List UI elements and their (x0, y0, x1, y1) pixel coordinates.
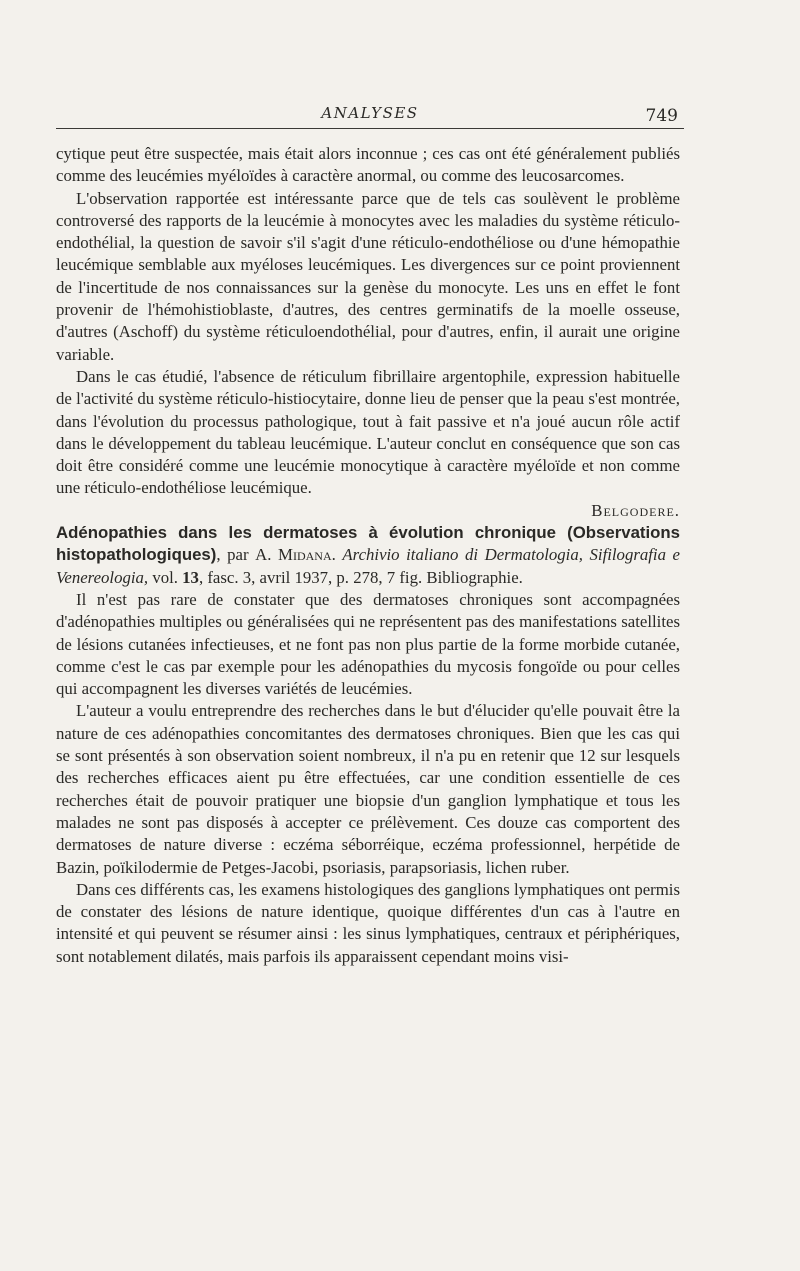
body-text (56, 143, 680, 968)
article-author: A. Midana (255, 545, 332, 565)
volume-number: 13 (182, 567, 199, 587)
reviewer-signature: Belgodere. (591, 500, 680, 520)
citation-details: , fasc. 3, avril 1937, p. 278, 7 fig. Bibliographie. (198, 567, 523, 587)
article-title: Adénopathies dans les dermatoses à évolution chronique (Observations histopathologiques) (56, 523, 680, 565)
article-citation: Adénopathies dans les dermatoses à évolution chronique (Observations histopathologiques), par A. Midana. Archivio italiano di Dermatologia, Sifilografia e Venereologia, vol. 13, fasc. 3, avril 1937, p. 278, 7 fig. Bibliographie. (56, 523, 681, 587)
page-number: 749 (645, 106, 678, 126)
citation-by: , par (216, 545, 256, 565)
review-2-paragraph-1: Il n'est pas rare de constater que des dermatoses chroniques sont accompagnées d'adénopathies multiples ou généralisées qui ne représentent pas des manifestations satellites de lésions cutanées infectieuses, et ne font pas non plus partie de la forme morbide cutanée, comme c'est le cas par exemple pour les adénopathies du mycosis fongoïde ou pour celles qui accompagnent les diverses variétés de leucémies. (56, 589, 680, 699)
review-1-paragraph-1: cytique peut être suspectée, mais était alors inconnue ; ces cas ont été généralement publiés comme des leucémies myéloïdes à caractère anormal, ou comme des leucosarcomes. (56, 144, 680, 186)
review-2-paragraph-3: Dans ces différents cas, les examens histologiques des ganglions lymphatiques ont permis de constater des lésions de nature identique, quoique différentes d'un cas à l'autre en intensité et qui peuvent se résumer ainsi : les sinus lymphatiques, centraux et périphériques, sont notablement dilatés, mais parfois ils apparaissent cependant moins visi- (56, 879, 680, 966)
running-header (56, 98, 684, 129)
review-1-paragraph-3: Dans le cas étudié, l'absence de réticulum fibrillaire argentophile, expression habituelle de l'activité du système réticulo-histiocytaire, donne lieu de penser que la peau s'est montrée, dans l'évolution du processus pathologique, tout à fait passive et n'a joué aucun rôle actif dans le développement du tableau leucémique. L'auteur conclut en conséquence que son cas doit être considéré comme une leucémie monocytique à caractère myéloïde et non comme une réticulo-endothéliose leucémique. (56, 366, 680, 498)
journal-name: Archivio italiano di Dermatologia, Sifilografia e Venereologia, (56, 545, 681, 587)
review-1-paragraph-2: L'observation rapportée est intéressante parce que de tels cas soulèvent le problème controversé des rapports de la leucémie à monocytes avec les maladies du système réticulo-endothélial, la question de savoir s'il s'agit d'une réticulo-endothéliose ou d'une hémopathie leucémique semblable aux myéloses leucémiques. Les divergences sur ce point proviennent de l'incertitude de nos connaissances sur la genèse du monocyte. Les uns en effet le font provenir de l'hémohistioblaste, d'autres, des centres germinatifs de la moelle osseuse, d'autres (Aschoff) du système réticuloendothélial, pour d'autres, enfin, il aurait une origine variable. (56, 188, 680, 364)
running-title: ANALYSES (321, 104, 419, 122)
volume-prefix: vol. (148, 567, 183, 587)
review-2-paragraph-2: L'auteur a voulu entreprendre des recherches dans le but d'élucider qu'elle pouvait être la nature de ces adénopathies concomitantes des dermatoses chroniques. Bien que les cas qui se sont présentés à son observation soient nombreux, il n'a pu en retenir que 12 sur lesquels des recherches efficaces aient pu être effectuées, car une condition essentielle de ces recherches était de pouvoir pratiquer une biopsie d'un ganglion lymphatique et tous les malades ne sont pas disposés à accepter ce prélèvement. Ces douze cas comportent des dermatoses de nature diverse : eczéma séborréique, eczéma professionnel, herpétide de Bazin, poïkilodermie de Petges-Jacobi, psoriasis, parapsoriasis, lichen ruber. (56, 701, 680, 877)
